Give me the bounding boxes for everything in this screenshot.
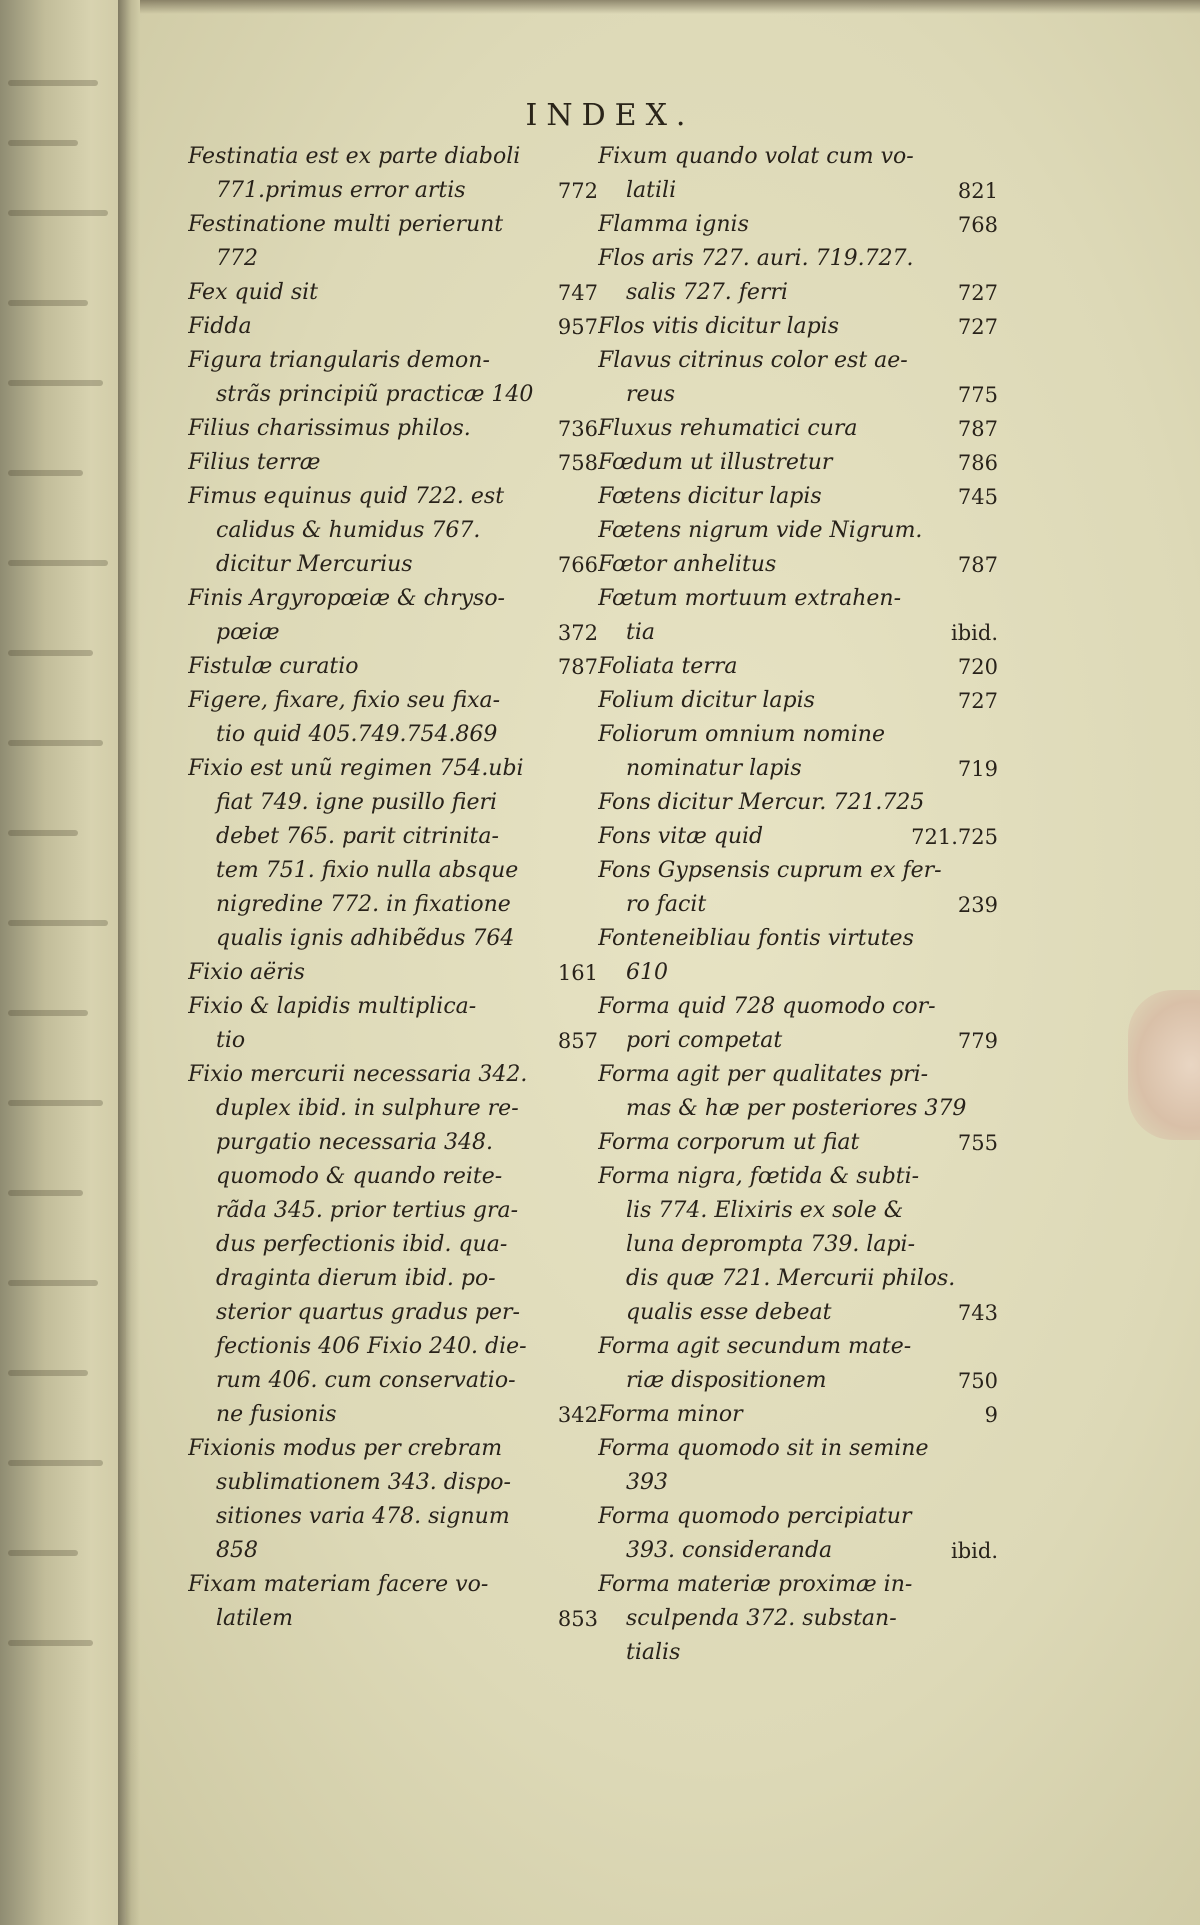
index-entry-page-number: 727 [957,689,998,713]
index-entry-line [188,1194,598,1228]
index-entry-line [598,752,998,786]
index-entry-text: Fixam materiam facere vo- [188,1572,489,1597]
index-entry-page-number: 372 [557,621,598,645]
index-entry-text: Foliata terra [598,654,738,679]
index-entry-page-number: 239 [957,893,998,917]
index-entry-text: nominatur lapis [626,756,802,781]
index-entry-text: strãs principiũ practicæ 140 [216,382,534,407]
index-entry-text: lis 774. Elixiris ex sole & [626,1198,904,1223]
index-entry-line [598,1058,998,1092]
index-entry-line [598,276,998,310]
index-entry-text: calidus & humidus 767. [216,518,481,543]
page-top-shadow [140,0,1200,14]
facing-page-edge [0,0,130,1925]
index-entry-text: mas & hæ per posteriores 379 [626,1096,967,1121]
index-entry-line [188,888,598,922]
index-entry-text: debet 765. parit citrinita- [216,824,499,849]
index-entry-text: Filius terræ [188,450,321,475]
index-entry-text: draginta dierum ibid. po- [216,1266,496,1291]
index-entry-line [188,1228,598,1262]
index-entry-line [598,1398,998,1432]
thumb-holding-page [1128,990,1200,1140]
index-entry-text: Forma quid 728 quomodo cor- [598,994,936,1019]
index-entry-text: duplex ibid. in sulphure re- [216,1096,519,1121]
index-entry-text: tialis [626,1640,681,1665]
index-entry-text: pori competat [626,1028,783,1053]
index-entry-line [188,650,598,684]
index-entry-text: Flavus citrinus color est ae- [598,348,908,373]
index-entry-line [598,514,998,548]
index-entry-line [188,1024,598,1058]
index-entry-page-number: 755 [957,1131,998,1155]
index-entry-text: Fixio aëris [188,960,305,985]
index-entry-line [598,786,998,820]
index-entry-line [598,1092,998,1126]
index-entry-page-number: 766 [557,553,598,577]
index-entry-text: sterior quartus gradus per- [216,1300,520,1325]
index-entry-page-number: 720 [957,655,998,679]
index-entry-page-number: 768 [957,213,998,237]
index-entry-text: Fixio & lapidis multiplica- [188,994,477,1019]
index-entry-line [188,1534,598,1568]
index-entry-page-number: 787 [557,655,598,679]
index-entry-line [188,174,598,208]
index-entry-line [188,1568,598,1602]
index-entry-line [188,820,598,854]
index-entry-line [598,1330,998,1364]
index-entry-text: Fœtens dicitur lapis [598,484,822,509]
index-entry-line [598,208,998,242]
index-entry-line [598,1160,998,1194]
index-entry-text: 610 [626,960,668,985]
index-entry-text: Fœtum mortuum extrahen- [598,586,902,611]
index-entry-line [188,1432,598,1466]
index-entry-page-number: 750 [957,1369,998,1393]
index-entry-text: salis 727. ferri [626,280,788,305]
index-entry-text: Fons Gypsensis cuprum ex fer- [598,858,942,883]
index-entry-text: Festinatia est ex parte diaboli [188,144,521,169]
index-entry-line [598,1568,998,1602]
index-entry-text: tio [216,1028,246,1053]
index-column-right [598,140,998,1670]
index-entry-text: Finis Argyropœiæ & chryso- [188,586,505,611]
index-entry-line [598,548,998,582]
index-entry-text: Fonteneibliau fontis virtutes [598,926,914,951]
index-entry-line [188,140,598,174]
index-entry-line [188,446,598,480]
index-entry-text: purgatio necessaria 348. [216,1130,493,1155]
index-entry-line [188,514,598,548]
index-entry-text: ne fusionis [216,1402,337,1427]
index-entry-line [598,1024,998,1058]
index-entry-text: 772 [216,246,258,271]
index-entry-text: Flos aris 727. auri. 719.727. [598,246,914,271]
index-entry-line [598,888,998,922]
index-entry-text: 393. consideranda [626,1538,833,1563]
index-entry-line [188,956,598,990]
index-entry-text: Fidda [188,314,252,339]
index-entry-text: reus [626,382,675,407]
index-entry-text: tem 751. fixio nulla absque [216,858,519,883]
index-entry-page-number: 786 [957,451,998,475]
index-entry-text: rum 406. cum conservatio- [216,1368,516,1393]
index-entry-text: tio quid 405.749.754.869 [216,722,498,747]
index-entry-page-number: 747 [557,281,598,305]
index-entry-text: nigredine 772. in fixatione [216,892,511,917]
index-entry-text: Fimus equinus quid 722. est [188,484,505,509]
index-entry-text: Flos vitis dicitur lapis [598,314,840,339]
index-entry-line [598,956,998,990]
index-entry-line [598,140,998,174]
index-entry-line [598,1636,998,1670]
index-entry-line [188,1602,598,1636]
index-entry-line [598,480,998,514]
index-entry-text: latilem [216,1606,293,1631]
index-entry-line [598,922,998,956]
index-entry-line [188,990,598,1024]
index-entry-line [598,1432,998,1466]
index-entry-line [598,718,998,752]
index-entry-line [188,1160,598,1194]
index-entry-line [598,310,998,344]
index-entry-page-number: ibid. [951,621,998,645]
index-entry-line [598,446,998,480]
index-entry-text: Figura triangularis demon- [188,348,490,373]
index-entry-line [598,1262,998,1296]
index-entry-line [598,820,998,854]
index-entry-text: sculpenda 372. substan- [626,1606,897,1631]
index-entry-line [598,174,998,208]
index-entry-line [188,616,598,650]
index-entry-text: Fistulæ curatio [188,654,359,679]
index-entry-line [188,1262,598,1296]
index-column-left [188,140,598,1636]
index-entry-line [598,1500,998,1534]
index-entry-page-number: 743 [957,1301,998,1325]
index-entry-text: 771.primus error artis [216,178,466,203]
index-entry-text: latili [626,178,677,203]
index-entry-line [188,344,598,378]
index-entry-line [188,922,598,956]
index-entry-page-number: 727 [957,315,998,339]
index-entry-line [598,650,998,684]
index-entry-page-number: 721.725 [911,825,998,849]
index-entry-page-number: 853 [557,1607,598,1631]
index-entry-text: fectionis 406 Fixio 240. die- [216,1334,527,1359]
index-entry-line [188,378,598,412]
index-entry-text: rãda 345. prior tertius gra- [216,1198,519,1223]
index-entry-line [598,582,998,616]
index-entry-line [188,310,598,344]
index-entry-line [188,1126,598,1160]
index-entry-text: Figere, fixare, fixio seu fixa- [188,688,501,713]
index-entry-text: Forma agit secundum mate- [598,1334,912,1359]
index-entry-text: Fons vitæ quid [598,824,764,849]
index-entry-line [598,242,998,276]
index-entry-text: fiat 749. igne pusillo fieri [216,790,498,815]
index-entry-line [188,1330,598,1364]
index-entry-text: Forma quomodo percipiatur [598,1504,912,1529]
index-entry-line [598,1364,998,1398]
index-entry-line [598,1228,998,1262]
index-entry-page-number: 161 [557,961,598,985]
index-entry-line [188,1092,598,1126]
index-entry-text: luna deprompta 739. lapi- [626,1232,916,1257]
index-entry-text: sublimationem 343. dispo- [216,1470,511,1495]
index-entry-page-number: 857 [557,1029,598,1053]
index-entry-text: Fœtens nigrum vide Nigrum. [598,518,923,543]
index-entry-line [188,786,598,820]
index-entry-text: Folium dicitur lapis [598,688,815,713]
index-entry-line [598,344,998,378]
index-entry-line [598,854,998,888]
index-entry-line [188,1364,598,1398]
index-entry-line [598,616,998,650]
index-entry-text: Festinatione multi perierunt [188,212,504,237]
index-entry-text: Forma minor [598,1402,743,1427]
index-entry-line [598,412,998,446]
index-entry-text: Fixionis modus per crebram [188,1436,503,1461]
index-entry-line [598,1194,998,1228]
index-entry-text: Fixum quando volat cum vo- [598,144,914,169]
index-entry-line [188,480,598,514]
index-entry-page-number: 779 [957,1029,998,1053]
index-entry-text: Forma corporum ut fiat [598,1130,860,1155]
index-entry-page-number: 745 [957,485,998,509]
index-entry-line [188,208,598,242]
index-entry-line [188,1466,598,1500]
index-entry-text: Forma nigra, fœtida & subti- [598,1164,920,1189]
index-entry-text: qualis esse debeat [626,1300,832,1325]
index-entry-line [598,1466,998,1500]
index-entry-page-number: 957 [557,315,598,339]
index-entry-page-number: 787 [957,553,998,577]
index-entry-text: dicitur Mercurius [216,552,413,577]
index-entry-text: dis quæ 721. Mercurii philos. [626,1266,956,1291]
index-entry-page-number: 758 [557,451,598,475]
book-gutter [118,0,140,1925]
index-entry-text: Fons dicitur Mercur. 721.725 [598,790,925,815]
index-entry-text: sitiones varia 478. signum [216,1504,510,1529]
index-entry-line [188,242,598,276]
index-entry-text: Forma materiæ proximæ in- [598,1572,913,1597]
index-entry-line [598,1126,998,1160]
index-entry-text: Fœtor anhelitus [598,552,777,577]
index-entry-text: ro facit [626,892,707,917]
index-entry-page-number: 775 [957,383,998,407]
index-entry-line [188,276,598,310]
index-entry-line [598,684,998,718]
index-entry-text: Forma quomodo sit in semine [598,1436,929,1461]
index-entry-line [188,1500,598,1534]
index-entry-line [598,378,998,412]
index-entry-text: tia [626,620,655,645]
index-entry-page-number: 821 [957,179,998,203]
index-entry-line [188,854,598,888]
index-entry-page-number: 772 [557,179,598,203]
index-entry-page-number: 787 [957,417,998,441]
index-entry-page-number: 342 [557,1403,598,1427]
index-entry-line [188,684,598,718]
index-entry-line [188,718,598,752]
index-entry-line [188,1058,598,1092]
index-entry-page-number: ibid. [951,1539,998,1563]
index-entry-line [598,990,998,1024]
index-entry-text: Fixio est unũ regimen 754.ubi [188,756,524,781]
index-entry-text: dus perfectionis ibid. qua- [216,1232,508,1257]
index-entry-text: Forma agit per qualitates pri- [598,1062,929,1087]
index-entry-page-number: 9 [984,1403,998,1427]
index-entry-text: Foliorum omnium nomine [598,722,885,747]
index-entry-line [188,1398,598,1432]
index-entry-text: quomodo & quando reite- [216,1164,503,1189]
index-entry-line [188,1296,598,1330]
page-header: INDEX. [525,98,695,133]
index-entry-text: Fex quid sit [188,280,319,305]
index-entry-text: 858 [216,1538,258,1563]
index-entry-text: Flamma ignis [598,212,749,237]
index-entry-text: Fœdum ut illustretur [598,450,833,475]
index-entry-text: qualis ignis adhibẽdus 764 [216,926,515,951]
index-entry-page-number: 727 [957,281,998,305]
index-entry-line [188,752,598,786]
index-entry-line [188,582,598,616]
index-entry-line [598,1534,998,1568]
index-entry-page-number: 736 [557,417,598,441]
index-entry-text: Filius charissimus philos. [188,416,471,441]
index-entry-text: riæ dispositionem [626,1368,827,1393]
index-entry-line [188,548,598,582]
index-entry-text: pœiæ [216,620,280,645]
index-entry-line [598,1602,998,1636]
index-entry-line [188,412,598,446]
index-entry-text: Fixio mercurii necessaria 342. [188,1062,528,1087]
index-entry-text: Fluxus rehumatici cura [598,416,858,441]
index-entry-page-number: 719 [957,757,998,781]
index-entry-line [598,1296,998,1330]
index-entry-text: 393 [626,1470,668,1495]
